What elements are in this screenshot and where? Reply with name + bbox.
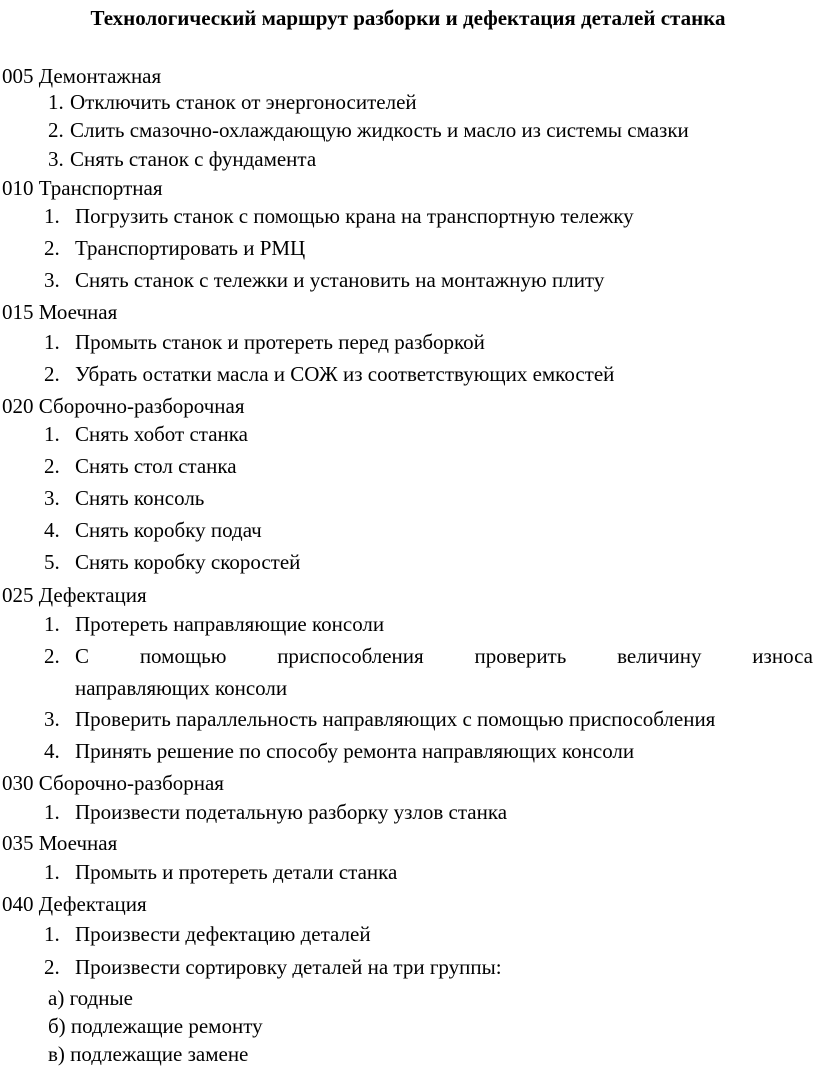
item-text: Произвести подетальную разборку узлов станка [75, 800, 508, 824]
operation-025-heading [2, 583, 147, 607]
item-text: Промыть станок и протереть перед разборкой [75, 330, 485, 354]
operation-name: Дефектация [38, 892, 147, 916]
item-number: 4. [44, 518, 60, 542]
operation-035-heading [2, 831, 117, 855]
item-number: 2. [44, 362, 60, 386]
item-text: Принять решение по способу ремонта направляющих консоли [75, 739, 635, 763]
item-text: Отключить станок от энергоносителей [70, 90, 417, 114]
item-number: 3. [44, 486, 60, 510]
item-text: Погрузить станок с помощью крана на транспортную тележку [75, 204, 634, 228]
item-number: 3. [48, 147, 64, 171]
operation-040-heading [2, 892, 147, 916]
item-number: 2. [44, 955, 60, 979]
item-number: 1. [44, 612, 60, 636]
sub-item: а) годные [48, 986, 133, 1010]
justified-word: приспособления [277, 644, 424, 668]
document-title: Технологический маршрут разборки и дефектация деталей станка [90, 6, 726, 30]
operation-name: Дефектация [38, 583, 147, 607]
item-text: Снять коробку подач [75, 518, 262, 542]
operation-020-heading [2, 394, 244, 418]
item-text [75, 644, 813, 668]
operation-name: Транспортная [38, 176, 163, 200]
operation-010-heading [2, 176, 163, 200]
operation-name: Сборочно-разборная [38, 771, 224, 795]
operation-030-heading [2, 771, 224, 795]
item-text: Промыть и протереть детали станка [75, 860, 398, 884]
justified-word: износа [752, 644, 813, 668]
item-number: 2. [44, 236, 60, 260]
operation-code: 005 [2, 64, 34, 88]
item-number: 1. [44, 860, 60, 884]
operation-code: 030 [2, 771, 34, 795]
item-number: 2. [48, 118, 64, 142]
item-number: 1. [44, 330, 60, 354]
item-number: 3. [44, 268, 60, 292]
item-text: Произвести сортировку деталей на три группы: [75, 955, 502, 979]
sub-item: в) подлежащие замене [48, 1042, 249, 1066]
operation-code: 040 [2, 892, 34, 916]
item-text: Снять хобот станка [75, 422, 248, 446]
item-text: направляющих консоли [75, 676, 288, 700]
item-number: 5. [44, 550, 60, 574]
item-number: 1. [48, 90, 64, 114]
operation-code: 020 [2, 394, 34, 418]
item-text: Произвести дефектацию деталей [75, 922, 371, 946]
operation-code: 025 [2, 583, 34, 607]
operation-code: 010 [2, 176, 34, 200]
item-number: 2. [44, 454, 60, 478]
item-number: 3. [44, 707, 60, 731]
operation-name: Сборочно-разборочная [38, 394, 245, 418]
operation-name: Моечная [38, 831, 118, 855]
item-number: 1. [44, 204, 60, 228]
operation-code: 035 [2, 831, 34, 855]
justified-word: проверить [474, 644, 567, 668]
item-number: 1. [44, 422, 60, 446]
sub-item: б) подлежащие ремонту [48, 1014, 263, 1038]
item-number: 4. [44, 739, 60, 763]
operation-005-heading [2, 64, 161, 88]
operation-015-heading [2, 300, 117, 324]
justified-word: величину [617, 644, 702, 668]
justified-word: помощью [139, 644, 227, 668]
item-number: 1. [44, 922, 60, 946]
item-text: Убрать остатки масла и СОЖ из соответствующих емкостей [75, 362, 615, 386]
item-number: 2. [44, 644, 60, 668]
operation-code: 015 [2, 300, 34, 324]
item-text: Снять станок с фундамента [70, 147, 317, 171]
operation-name: Демонтажная [38, 64, 162, 88]
item-number: 1. [44, 800, 60, 824]
item-text: Снять коробку скоростей [75, 550, 301, 574]
justified-word: С [75, 644, 90, 668]
operation-name: Моечная [38, 300, 118, 324]
item-text: Снять станок с тележки и установить на монтажную плиту [75, 268, 605, 292]
item-text: Слить смазочно-охлаждающую жидкость и масло из системы смазки [70, 118, 689, 142]
item-text: Транспортировать и РМЦ [75, 236, 306, 260]
item-text: Снять стол станка [75, 454, 237, 478]
item-text: Протереть направляющие консоли [75, 612, 385, 636]
item-text: Снять консоль [75, 486, 205, 510]
item-text: Проверить параллельность направляющих с помощью приспособления [75, 707, 716, 731]
